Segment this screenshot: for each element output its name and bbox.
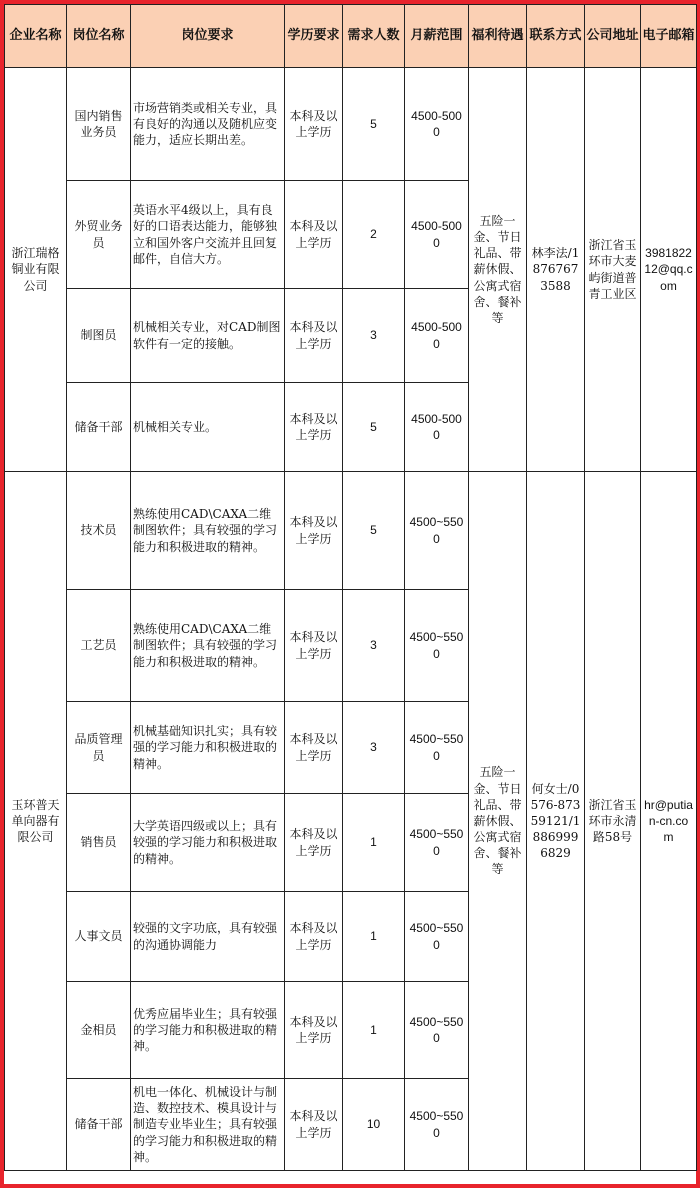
job-title: 工艺员 — [67, 590, 131, 702]
job-count: 5 — [343, 68, 405, 181]
jobs-table-frame — [4, 4, 696, 1184]
job-count: 1 — [343, 982, 405, 1079]
job-education: 本科及以上学历 — [285, 982, 343, 1079]
company-address: 浙江省玉环市永清路58号 — [585, 472, 641, 1171]
company-address: 浙江省玉环市大麦屿街道普青工业区 — [585, 68, 641, 472]
job-salary: 4500~5500 — [405, 794, 469, 892]
job-salary: 4500~5500 — [405, 982, 469, 1079]
job-title: 储备干部 — [67, 1079, 131, 1171]
job-education: 本科及以上学历 — [285, 472, 343, 590]
company-contact: 何女士/0576-87359121/18869996829 — [527, 472, 585, 1171]
company-email[interactable]: 398182212@qq.com — [641, 68, 697, 472]
job-salary: 4500~5500 — [405, 892, 469, 982]
job-education: 本科及以上学历 — [285, 68, 343, 181]
job-education: 本科及以上学历 — [285, 383, 343, 472]
job-count: 5 — [343, 472, 405, 590]
job-requirement: 机械基础知识扎实；具有较强的学习能力和积极进取的精神。 — [131, 702, 285, 794]
job-count: 1 — [343, 794, 405, 892]
header-salary: 月薪范围 — [405, 5, 469, 68]
job-requirement: 机械相关专业。 — [131, 383, 285, 472]
job-title: 金相员 — [67, 982, 131, 1079]
header-position: 岗位名称 — [67, 5, 131, 68]
job-count: 2 — [343, 181, 405, 289]
company-name: 玉环普天单向器有限公司 — [5, 472, 67, 1171]
job-salary: 4500-5000 — [405, 383, 469, 472]
job-salary: 4500-5000 — [405, 68, 469, 181]
job-education: 本科及以上学历 — [285, 181, 343, 289]
job-requirement: 优秀应届毕业生；具有较强的学习能力和积极进取的精神。 — [131, 982, 285, 1079]
job-salary: 4500~5500 — [405, 472, 469, 590]
header-benefits: 福利待遇 — [469, 5, 527, 68]
header-email: 电子邮箱 — [641, 5, 697, 68]
job-requirement: 机械相关专业，对CAD制图软件有一定的接触。 — [131, 289, 285, 383]
job-requirement: 熟练使用CAD\CAXA二维制图软件；具有较强的学习能力和积极进取的精神。 — [131, 472, 285, 590]
job-education: 本科及以上学历 — [285, 702, 343, 794]
job-requirement: 较强的文字功底，具有较强的沟通协调能力 — [131, 892, 285, 982]
table-row — [5, 68, 697, 181]
header-count: 需求人数 — [343, 5, 405, 68]
job-salary: 4500~5500 — [405, 1079, 469, 1171]
job-requirement: 大学英语四级或以上；具有较强的学习能力和积极进取的精神。 — [131, 794, 285, 892]
job-title: 人事文员 — [67, 892, 131, 982]
header-education: 学历要求 — [285, 5, 343, 68]
job-requirement: 熟练使用CAD\CAXA二维制图软件；具有较强的学习能力和积极进取的精神。 — [131, 590, 285, 702]
job-count: 3 — [343, 289, 405, 383]
job-requirement: 机电一体化、机械设计与制造、数控技术、模具设计与制造专业毕业生；具有较强的学习能力和积极进取的精神。 — [131, 1079, 285, 1171]
job-requirement: 市场营销类或相关专业，具有良好的沟通以及随机应变能力，适应长期出差。 — [131, 68, 285, 181]
header-company: 企业名称 — [5, 5, 67, 68]
job-title: 国内销售业务员 — [67, 68, 131, 181]
header-address: 公司地址 — [585, 5, 641, 68]
job-title: 储备干部 — [67, 383, 131, 472]
company-benefits: 五险一金、节日礼品、带薪休假、公寓式宿舍、餐补等 — [469, 68, 527, 472]
header-row — [5, 5, 697, 68]
company-email[interactable]: hr@putian-cn.com — [641, 472, 697, 1171]
job-education: 本科及以上学历 — [285, 289, 343, 383]
job-education: 本科及以上学历 — [285, 892, 343, 982]
job-title: 技术员 — [67, 472, 131, 590]
job-education: 本科及以上学历 — [285, 1079, 343, 1171]
job-count: 1 — [343, 892, 405, 982]
company-name: 浙江瑞格铜业有限公司 — [5, 68, 67, 472]
job-title: 品质管理员 — [67, 702, 131, 794]
job-count: 5 — [343, 383, 405, 472]
table-row — [5, 472, 697, 590]
job-title: 外贸业务员 — [67, 181, 131, 289]
header-contact: 联系方式 — [527, 5, 585, 68]
job-salary: 4500-5000 — [405, 289, 469, 383]
job-count: 3 — [343, 590, 405, 702]
job-requirement: 英语水平4级以上，具有良好的口语表达能力，能够独立和国外客户交流并且回复邮件，自信大方。 — [131, 181, 285, 289]
company-benefits: 五险一金、节日礼品、带薪休假、公寓式宿舍、餐补等 — [469, 472, 527, 1171]
job-title: 销售员 — [67, 794, 131, 892]
job-education: 本科及以上学历 — [285, 794, 343, 892]
header-requirement: 岗位要求 — [131, 5, 285, 68]
job-title: 制图员 — [67, 289, 131, 383]
job-salary: 4500~5500 — [405, 590, 469, 702]
job-education: 本科及以上学历 — [285, 590, 343, 702]
job-salary: 4500-5000 — [405, 181, 469, 289]
job-count: 10 — [343, 1079, 405, 1171]
job-count: 3 — [343, 702, 405, 794]
jobs-table — [4, 4, 697, 1171]
job-salary: 4500~5500 — [405, 702, 469, 794]
company-contact: 林李法/18767673588 — [527, 68, 585, 472]
